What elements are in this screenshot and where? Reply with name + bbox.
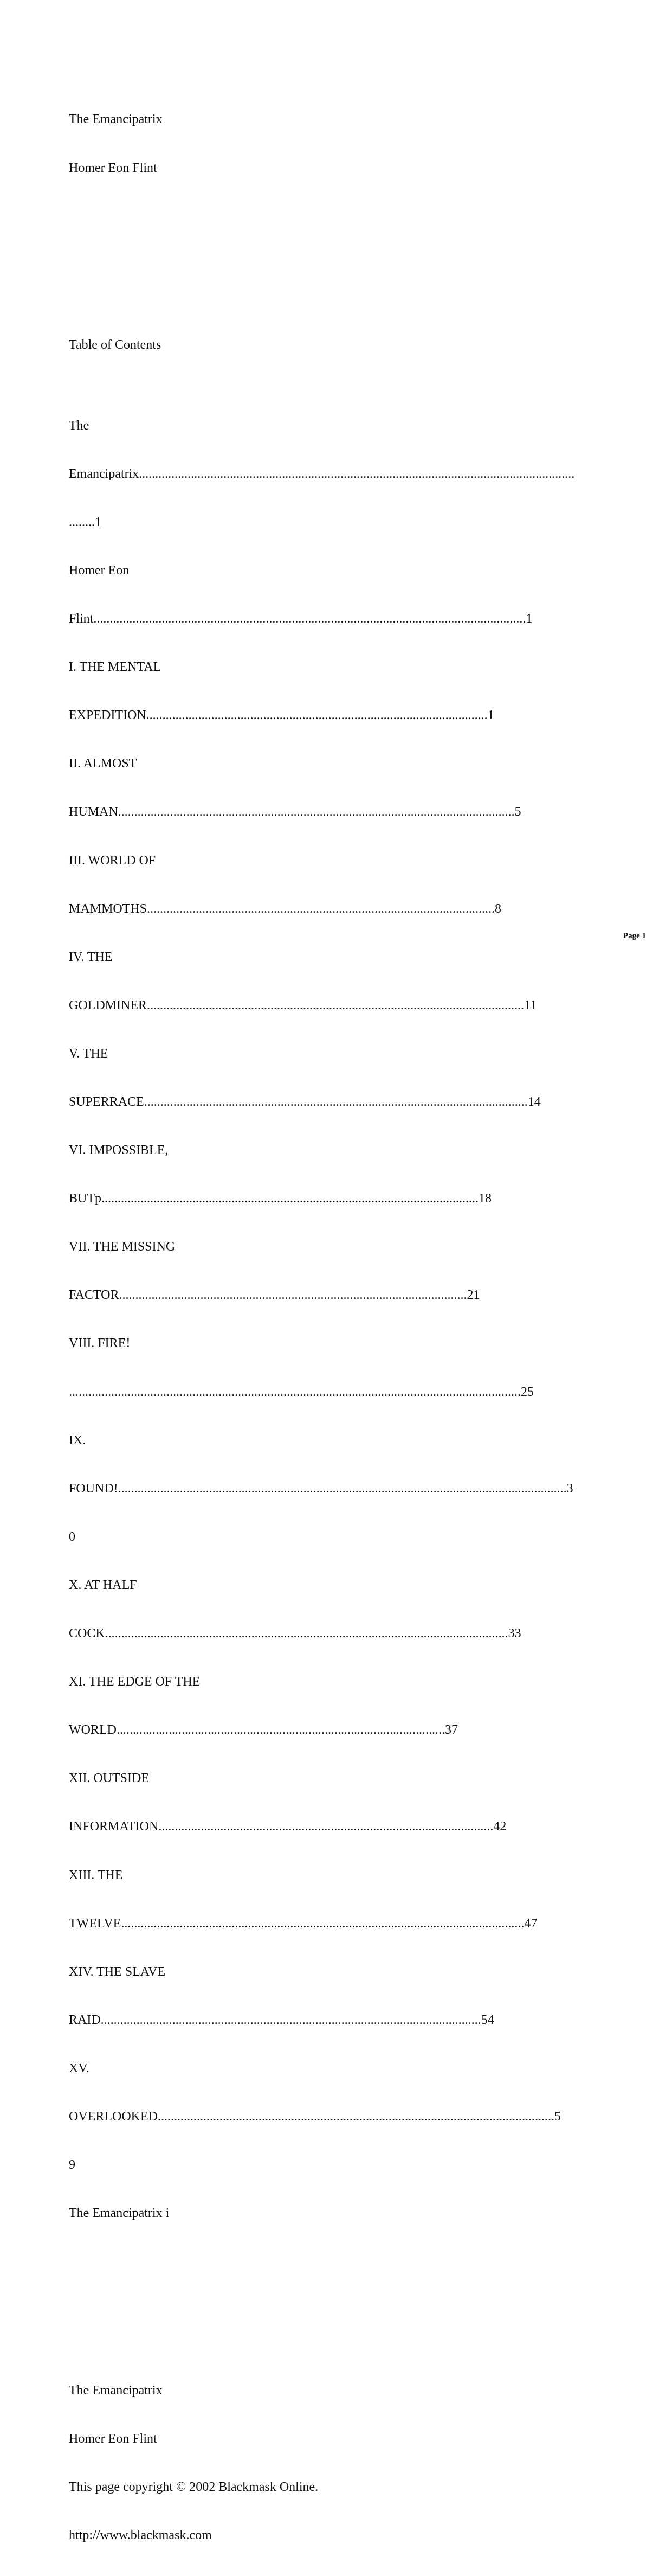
toc-line: IX. <box>69 1433 86 1447</box>
toc-list <box>69 386 611 2254</box>
toc-line: V. THE <box>69 1046 108 1061</box>
toc-line: EXPEDITION.........................................................................................................1 <box>69 708 494 723</box>
publisher-url: http://www.blackmask.com <box>69 2528 212 2543</box>
toc-line: III. WORLD OF <box>69 853 156 868</box>
toc-line: IV. THE <box>69 950 113 964</box>
toc-line: 0 <box>69 1529 75 1544</box>
body-author: Homer Eon Flint <box>69 2431 157 2446</box>
toc-heading: Table of Contents <box>69 338 161 353</box>
toc-line: MAMMOTHS...........................................................................................................8 <box>69 901 502 916</box>
toc-line: INFORMATION.......................................................................................................42 <box>69 1819 507 1834</box>
toc-line: TWELVE............................................................................................................................47 <box>69 1916 538 1931</box>
page-text-column <box>69 80 611 2576</box>
toc-running-footer: The Emancipatrix i <box>69 2206 170 2221</box>
copyright-notice: This page copyright © 2002 Blackmask Online. <box>69 2480 319 2495</box>
toc-line: WORLD.....................................................................................................37 <box>69 1723 458 1738</box>
toc-line: XI. THE EDGE OF THE <box>69 1675 201 1689</box>
toc-line: ...........................................................................................................................................25 <box>69 1385 534 1399</box>
toc-line: XII. OUTSIDE <box>69 1771 149 1786</box>
toc-line: XIII. THE <box>69 1868 123 1882</box>
toc-line: X. AT HALF <box>69 1578 137 1592</box>
toc-line: Homer Eon <box>69 563 130 578</box>
book-author: Homer Eon Flint <box>69 161 157 175</box>
toc-line: COCK............................................................................................................................33 <box>69 1626 521 1641</box>
body-title: The Emancipatrix <box>69 2383 163 2398</box>
toc-line: The <box>69 418 89 433</box>
toc-line: ........1 <box>69 515 101 529</box>
toc-line: RAID.....................................................................................................................54 <box>69 2013 494 2027</box>
toc-line: SUPERRACE......................................................................................................................14 <box>69 1095 541 1109</box>
toc-line: XIV. THE SLAVE <box>69 1964 166 1979</box>
toc-line: VII. THE MISSING <box>69 1240 176 1254</box>
toc-line: XV. <box>69 2061 89 2075</box>
toc-line: FACTOR...........................................................................................................21 <box>69 1288 480 1303</box>
toc-line: VIII. FIRE! <box>69 1336 131 1351</box>
toc-line: OVERLOOKED..........................................................................................................................5 <box>69 2109 561 2124</box>
toc-line: I. THE MENTAL <box>69 660 161 675</box>
toc-line: 9 <box>69 2158 75 2173</box>
toc-line: FOUND!..........................................................................................................................................3 <box>69 1481 573 1496</box>
book-title: The Emancipatrix <box>69 112 163 127</box>
toc-line: II. ALMOST <box>69 757 137 771</box>
toc-line: BUTp....................................................................................................................18 <box>69 1191 492 1206</box>
toc-line: GOLDMINER....................................................................................................................11 <box>69 998 537 1013</box>
toc-line: HUMAN..........................................................................................................................5 <box>69 805 521 819</box>
toc-line: Emancipatrix...................................................................................................................................... <box>69 466 575 481</box>
page-number: Page 1 <box>623 932 647 940</box>
toc-line: Flint.....................................................................................................................................1 <box>69 612 533 626</box>
toc-line: VI. IMPOSSIBLE, <box>69 1143 169 1158</box>
